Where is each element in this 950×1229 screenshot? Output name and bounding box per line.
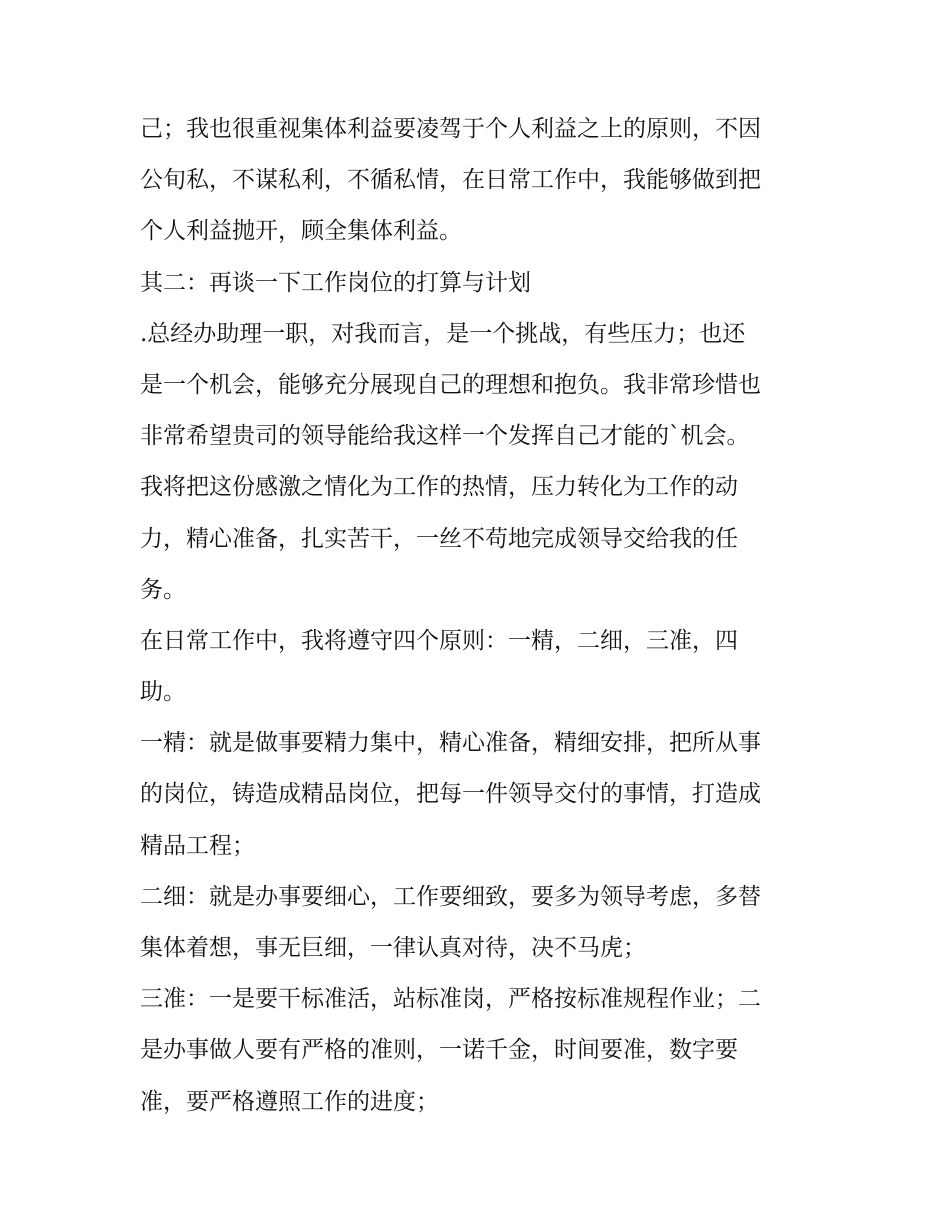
text-line: 务。 [140, 576, 186, 603]
section-heading: 其二：再谈一下工作岗位的打算与计划 [140, 269, 531, 296]
document-body [140, 104, 812, 1128]
text-line: 公旬私，不谋私利，不循私情，在日常工作中，我能够做到把 [140, 167, 761, 194]
text-line: 一精：就是做事要精力集中，精心准备，精细安排，把所从事 [140, 730, 761, 757]
text-line: 是一个机会，能够充分展现自己的理想和抱负。我非常珍惜也 [140, 371, 761, 398]
text-line: 在日常工作中，我将遵守四个原则：一精，二细，三准，四 [140, 627, 738, 654]
text-line: 非常希望贵司的领导能给我这样一个发挥自己才能的`机会。 [140, 423, 750, 450]
text-line: 个人利益抛开，顾全集体利益。 [140, 218, 462, 245]
text-line: 精品工程； [140, 832, 255, 859]
text-line: 助。 [140, 679, 186, 706]
text-line: 集体着想，事无巨细，一律认真对待，决不马虎； [140, 935, 646, 961]
text-line: 二细：就是办事要细心，工作要细致，要多为领导考虑，多替 [140, 883, 761, 910]
text-line: 准，要严格遵照工作的进度； [140, 1088, 439, 1115]
text-line: 我将把这份感激之情化为工作的热情，压力转化为工作的动 [140, 474, 738, 501]
text-line: 的岗位，铸造成精品岗位，把每一件领导交付的事情，打造成 [140, 781, 761, 808]
text-line: 己；我也很重视集体利益要凌驾于个人利益之上的原则，不因 [140, 116, 761, 142]
text-line: 三准：一是要干标准活，站标准岗，严格按标准规程作业；二 [140, 986, 761, 1013]
text-line: .总经办助理一职，对我而言，是一个挑战，有些压力；也还 [140, 320, 746, 347]
text-line: 力，精心准备，扎实苦干，一丝不苟地完成领导交给我的任 [140, 525, 738, 552]
text-line: 是办事做人要有严格的准则，一诺千金，时间要准，数字要 [140, 1037, 738, 1064]
